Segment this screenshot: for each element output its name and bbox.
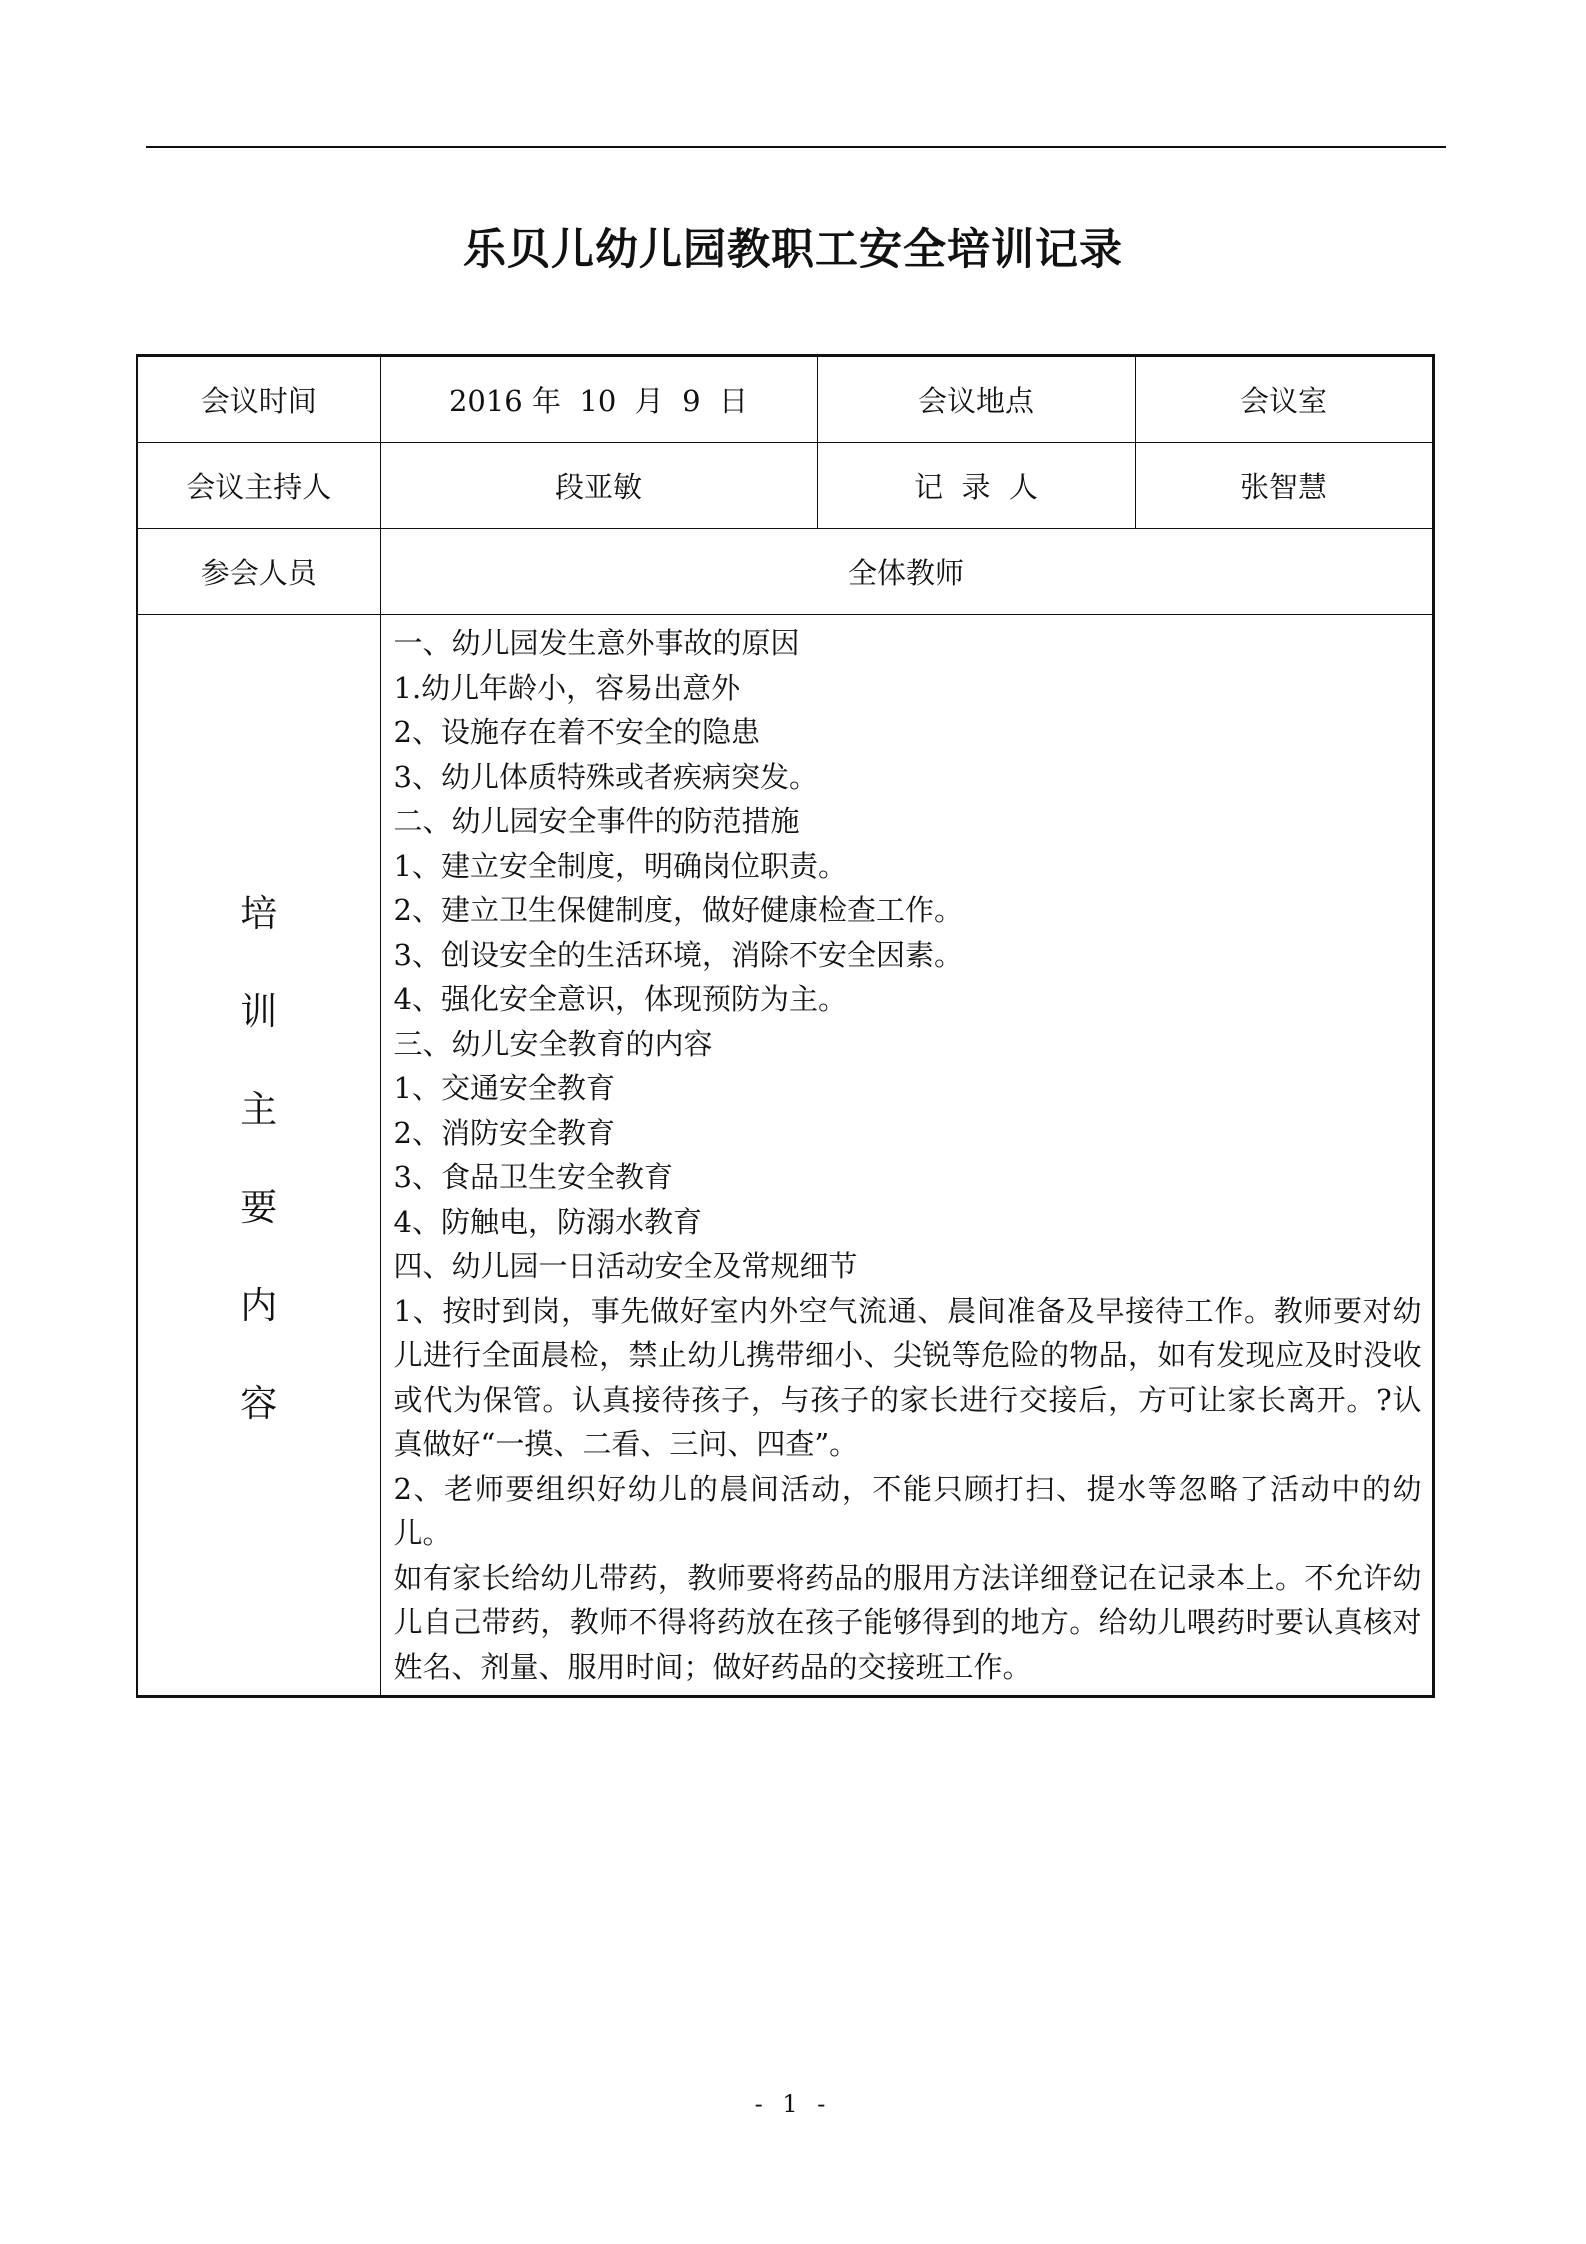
content-label-chars xyxy=(138,883,380,1427)
content-line: 4、强化安全意识，体现预防为主。 xyxy=(393,982,847,1016)
content-line: 3、幼儿体质特殊或者疾病突发。 xyxy=(393,759,818,794)
content-line: 如有家长给幼儿带药，教师要将药品的服用方法详细登记在记录本上。不允许幼儿自己带药，教师不得将药放在孩子能够得到的地方。给幼儿喂药时要认真核对姓名、剂量、服用时间；做好药品的交接班工作。 xyxy=(393,1560,1422,1684)
page-number: - 1 - xyxy=(754,2090,832,2118)
content-line: 2、老师要组织好幼儿的晨间活动，不能只顾打扫、提水等忽略了活动中的幼儿。 xyxy=(393,1471,1422,1550)
content-line: 3、食品卫生安全教育 xyxy=(393,1160,673,1194)
content-label-char: 训 xyxy=(240,990,278,1033)
meeting-time-value: 2016 年 10 月 9 日 xyxy=(380,356,817,443)
content-line: 1、按时到岗，事先做好室内外空气流通、晨间准备及早接待工作。教师要对幼儿进行全面晨检，禁止幼儿携带细小、尖锐等危险的物品，如有发现应及时没收或代为保管。认真接待孩子，与孩子的家长进行交接后，方可让家长离开。?认真做好“一摸、二看、三问、四查”。 xyxy=(393,1293,1422,1461)
attendees-label: 参会人员 xyxy=(137,529,380,615)
recorder-value: 张智慧 xyxy=(1135,443,1433,529)
content-line: 4、防触电，防溺水教育 xyxy=(393,1204,702,1239)
host-label: 会议主持人 xyxy=(137,443,380,529)
content-line: 一、幼儿园发生意外事故的原因 xyxy=(393,626,800,660)
content-line: 1、交通安全教育 xyxy=(393,1071,615,1105)
content-line: 1、建立安全制度，明确岗位职责。 xyxy=(393,848,847,883)
content-label-char: 要 xyxy=(240,1186,278,1229)
content-line: 二、幼儿园安全事件的防范措施 xyxy=(393,804,800,838)
content-list xyxy=(394,621,1422,1689)
content-label-char: 内 xyxy=(240,1284,278,1327)
content-line: 四、幼儿园一日活动安全及常规细节 xyxy=(393,1249,858,1283)
meeting-place-value: 会议室 xyxy=(1135,356,1433,443)
header-rule xyxy=(146,146,1446,148)
host-value: 段亚敏 xyxy=(380,443,817,529)
content-label xyxy=(137,615,380,1697)
page-title: 乐贝儿幼儿园教职工安全培训记录 xyxy=(463,225,1123,275)
content-line: 三、幼儿安全教育的内容 xyxy=(393,1026,713,1061)
meeting-time-label: 会议时间 xyxy=(137,356,380,443)
content-label-char: 主 xyxy=(240,1088,278,1131)
content-line: 3、创设安全的生活环境，消除不安全因素。 xyxy=(393,937,963,972)
content-line: 2、建立卫生保健制度，做好健康检查工作。 xyxy=(393,893,963,927)
training-record-table xyxy=(136,354,1435,1698)
table-row xyxy=(137,529,1433,615)
content-label-char: 培 xyxy=(240,892,278,935)
table-row xyxy=(137,356,1433,443)
content-line: 2、设施存在着不安全的隐患 xyxy=(393,715,760,749)
table-row xyxy=(137,615,1433,1697)
content-label-char: 容 xyxy=(240,1382,278,1425)
meeting-place-label: 会议地点 xyxy=(817,356,1135,443)
content-cell xyxy=(380,615,1433,1697)
table-row xyxy=(137,443,1433,529)
content-line: 1.幼儿年龄小，容易出意外 xyxy=(393,670,741,705)
attendees-value: 全体教师 xyxy=(380,529,1433,615)
content-line: 2、消防安全教育 xyxy=(393,1115,615,1150)
recorder-label: 记 录 人 xyxy=(817,443,1135,529)
